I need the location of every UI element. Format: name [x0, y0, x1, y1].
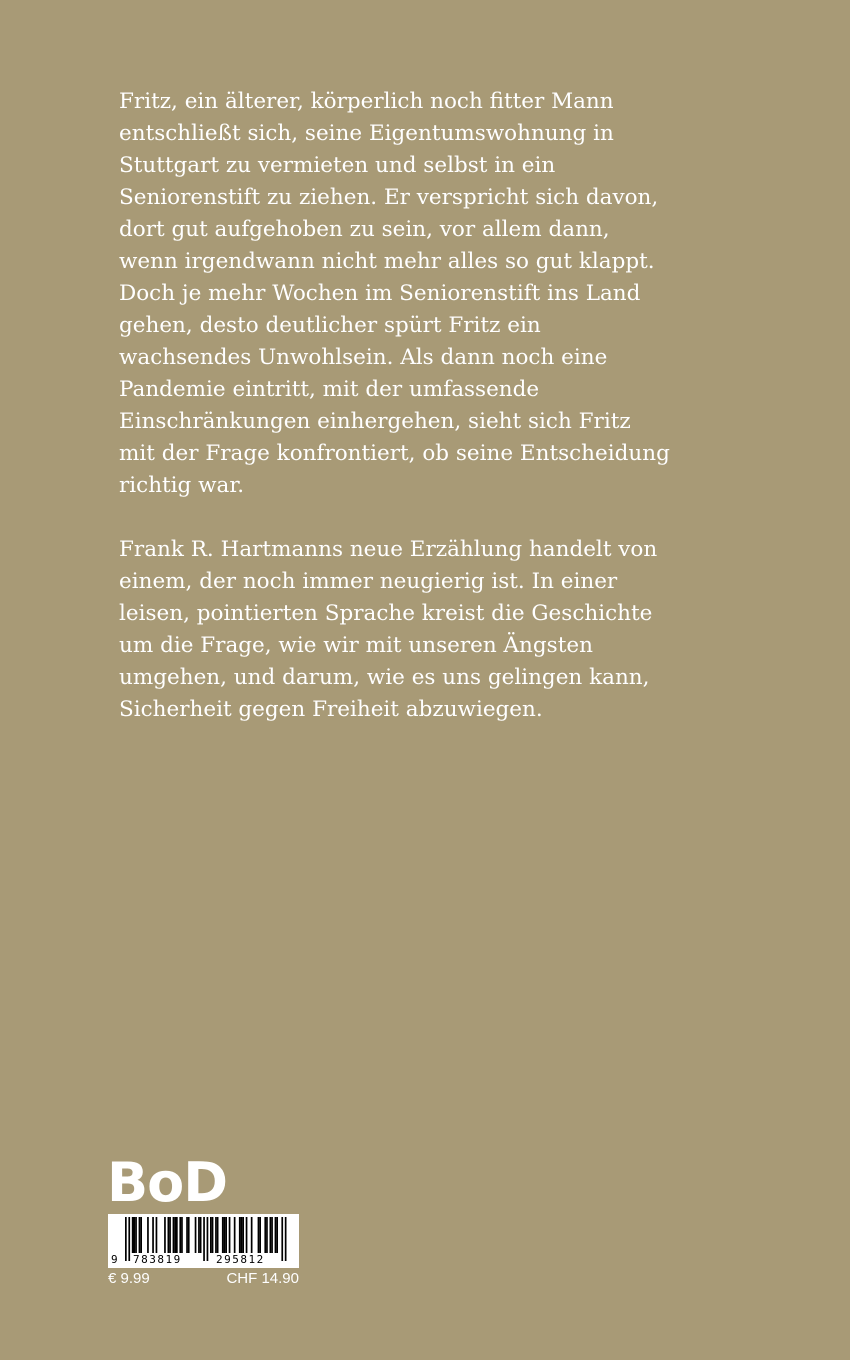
- barcode-bar: [195, 1217, 197, 1253]
- blurb-line: richtig war.: [119, 473, 245, 498]
- barcode-bar: [200, 1217, 202, 1253]
- blurb-paragraph-2: [119, 534, 719, 726]
- barcode-bar: [168, 1217, 170, 1253]
- barcode-bar: [134, 1217, 136, 1253]
- barcode-bar: [176, 1217, 178, 1253]
- blurb-line: Fritz, ein älterer, körperlich noch fitter Mann: [119, 89, 614, 114]
- blurb-line: um die Frage, wie wir mit unseren Ängsten: [119, 633, 593, 658]
- barcode-bar: [139, 1217, 141, 1253]
- barcode-bar: [179, 1217, 181, 1253]
- blurb-line: Sicherheit gegen Freiheit abzuwiegen.: [119, 697, 543, 722]
- blurb-line: Stuttgart zu vermieten und selbst in ein: [119, 153, 556, 178]
- isbn-digit-lead: 9: [111, 1253, 118, 1266]
- barcode-bar: [186, 1217, 188, 1253]
- barcode-bar: [140, 1217, 142, 1253]
- barcode-bar: [266, 1217, 268, 1253]
- blurb-line: entschließt sich, seine Eigentumswohnung in: [119, 121, 614, 146]
- barcode-bar: [229, 1217, 231, 1253]
- blurb-line: einem, der noch immer neugierig ist. In einer: [119, 569, 618, 594]
- blurb-line: Seniorenstift zu ziehen. Er verspricht sich davon,: [119, 185, 659, 210]
- barcode-bar: [147, 1217, 149, 1253]
- blurb-line: Einschränkungen einhergehen, sieht sich Fritz: [119, 409, 631, 434]
- price-eur: € 9.99: [108, 1270, 150, 1287]
- barcode-bar: [242, 1217, 244, 1253]
- barcode-bar: [224, 1217, 226, 1253]
- barcode-bar: [276, 1217, 278, 1253]
- publisher-logo: BoD: [107, 1151, 228, 1214]
- barcode-bar: [169, 1217, 171, 1253]
- barcode-bar: [225, 1217, 227, 1253]
- blurb-line: Frank R. Hartmanns neue Erzählung handelt von: [119, 537, 658, 562]
- isbn-number: [108, 1252, 299, 1268]
- blurb-text: [119, 86, 719, 726]
- isbn-digits-left: 783819: [133, 1253, 182, 1266]
- barcode-bar: [174, 1217, 176, 1253]
- blurb-line: Pandemie eintritt, mit der umfassende: [119, 377, 540, 402]
- blurb-line: wachsendes Unwohlsein. Als dann noch eine: [119, 345, 608, 370]
- isbn-barcode: [108, 1214, 299, 1268]
- blurb-line: wenn irgendwann nicht mehr alles so gut klappt.: [119, 249, 655, 274]
- barcode-bar: [198, 1217, 200, 1253]
- barcode-bar: [181, 1217, 183, 1253]
- barcode-bar: [156, 1217, 158, 1253]
- barcode-bar: [135, 1217, 137, 1253]
- barcode-bar: [251, 1217, 253, 1253]
- barcode-bar: [222, 1217, 224, 1253]
- barcode-bar: [264, 1217, 266, 1253]
- blurb-line: mit der Frage konfrontiert, ob seine Entscheidung: [119, 441, 670, 466]
- barcode-bar: [210, 1217, 212, 1253]
- barcode-bar: [132, 1217, 134, 1253]
- barcode-bar: [246, 1217, 248, 1253]
- blurb-line: leisen, pointierten Sprache kreist die Geschichte: [119, 601, 653, 626]
- barcode-bar: [271, 1217, 273, 1253]
- blurb-line: gehen, desto deutlicher spürt Fritz ein: [119, 313, 541, 338]
- barcode-bar: [215, 1217, 217, 1253]
- barcode-bar: [259, 1217, 261, 1253]
- price-line: [108, 1268, 299, 1290]
- barcode-bar: [212, 1217, 214, 1253]
- barcode-bar: [152, 1217, 154, 1253]
- barcode-bar: [173, 1217, 175, 1253]
- barcode-bar: [234, 1217, 236, 1253]
- barcode-bar: [258, 1217, 260, 1253]
- blurb-line: umgehen, und darum, wie es uns gelingen kann,: [119, 665, 650, 690]
- barcode-bar: [270, 1217, 272, 1253]
- blurb-line: dort gut aufgehoben zu sein, vor allem dann,: [119, 217, 610, 242]
- barcode-bar: [275, 1217, 277, 1253]
- isbn-digits-right: 295812: [216, 1253, 265, 1266]
- barcode-bar: [217, 1217, 219, 1253]
- blurb-line: Doch je mehr Wochen im Seniorenstift ins Land: [119, 281, 641, 306]
- barcode-bar: [188, 1217, 190, 1253]
- barcode-bar: [239, 1217, 241, 1253]
- barcode-bar: [241, 1217, 243, 1253]
- price-chf: CHF 14.90: [226, 1270, 299, 1287]
- barcode-bar: [164, 1217, 166, 1253]
- blurb-paragraph-1: [119, 86, 719, 502]
